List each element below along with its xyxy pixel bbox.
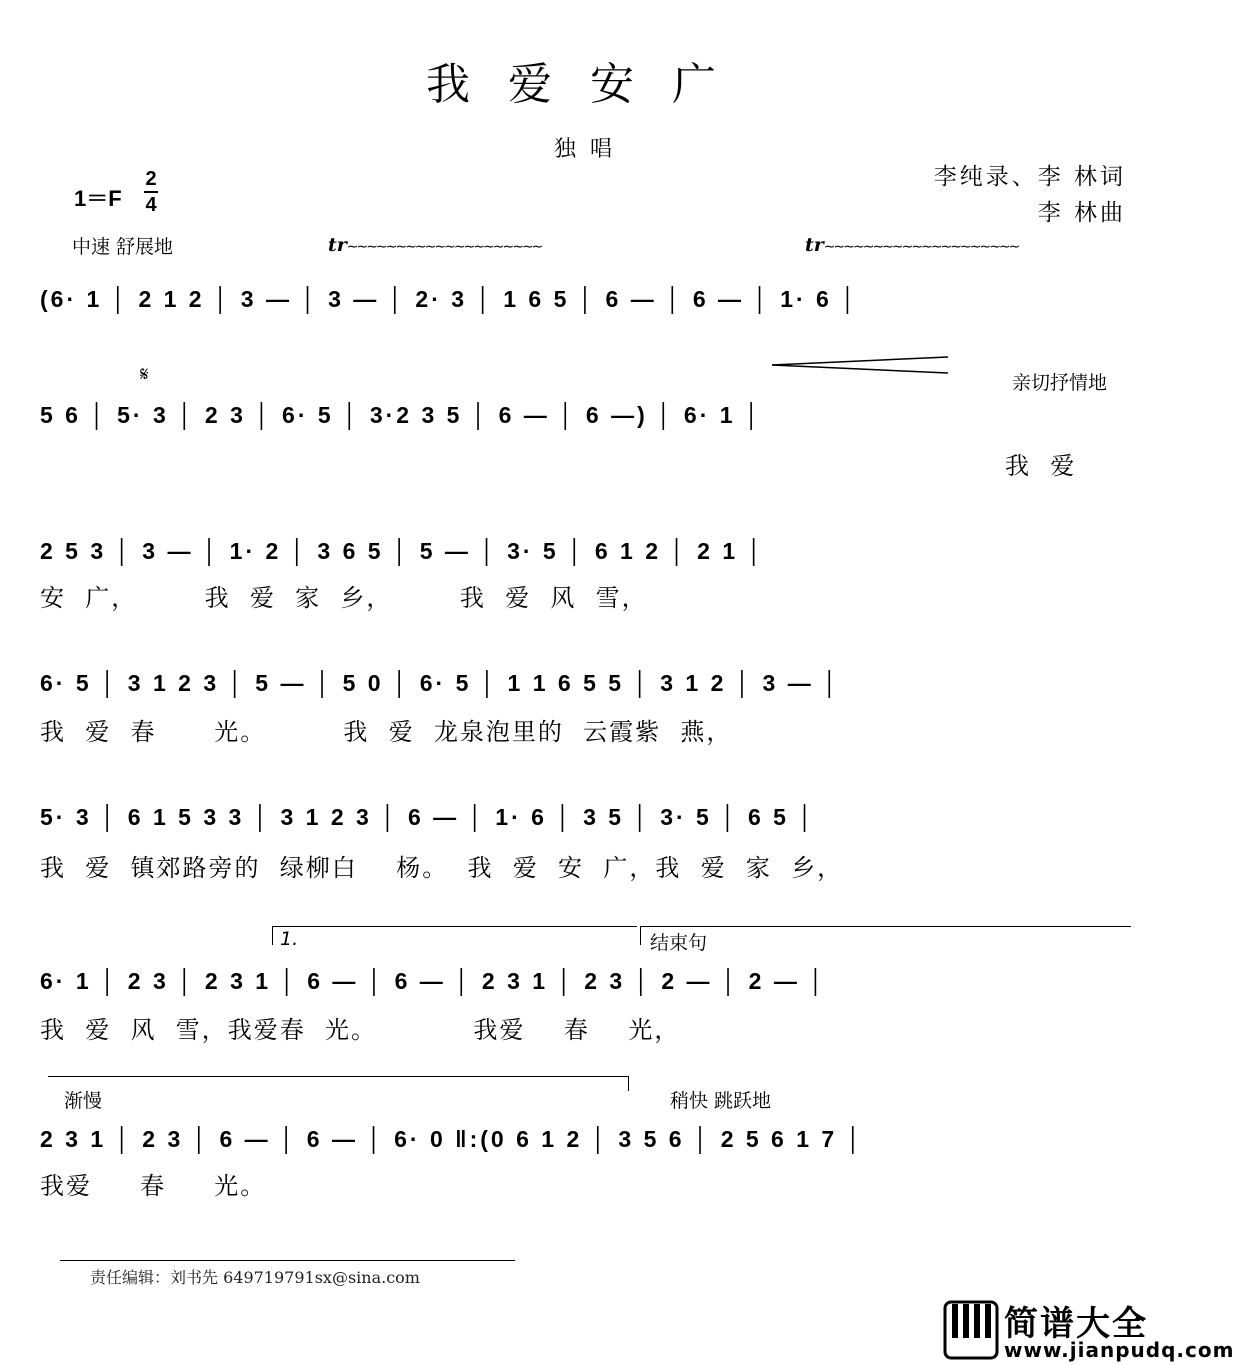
piano-keys-icon <box>944 1298 1000 1360</box>
lyrics-line-3: 安 广， 我 爱 家 乡， 我 爱 风 雪， <box>40 584 648 612</box>
ritard-bracket <box>48 1076 629 1091</box>
ritard-label: 渐慢 <box>64 1090 103 1112</box>
volta-bracket-1 <box>272 926 637 945</box>
time-divider <box>144 191 158 193</box>
ending-phrase-label: 结束句 <box>650 932 708 954</box>
trill-mark-2 <box>805 234 1018 256</box>
time-signature <box>144 168 158 216</box>
footer-divider <box>60 1260 515 1261</box>
trill-wave-icon: ∼∼∼∼∼∼∼∼∼∼∼∼∼∼∼∼∼∼∼∼ <box>823 239 1019 255</box>
segno-icon: 𝄋 <box>140 362 149 386</box>
notes-line-4: 6· 5 │ 3 1 2 3 │ 5 — │ 5 0 │ 6· 5 │ 1 1 6 5 5 │ 3 1 2 │ 3 — │ <box>40 670 841 696</box>
notation-line-3 <box>40 538 1140 578</box>
notes-line-7: 2 3 1 │ 2 3 │ 6 — │ 6 — │ 6· 0 ‖:(0 6 1 2 │ 3 5 6 │ 2 5 6 1 7 │ <box>40 1126 864 1152</box>
notes-line-2: 5 6 │ 5· 3 │ 2 3 │ 6· 5 │ 3·2 3 5 │ 6 — │ 6 —) │ 6· 1 │ <box>40 402 763 428</box>
trill-text: tr <box>805 234 824 256</box>
notes-line-3: 2 5 3 │ 3 — │ 1· 2 │ 3 6 5 │ 5 — │ 3· 5 │ 6 1 2 │ 2 1 │ <box>40 538 765 564</box>
notation-line-6 <box>40 968 1140 1008</box>
time-top: 2 <box>145 168 157 190</box>
lyrics-line-4: 我 爱 春 光。 我 爱 龙泉泡里的 云霞紫 燕， <box>40 718 733 746</box>
key-signature: 1＝F <box>74 186 122 211</box>
lyrics-line-2: 我 爱 <box>1005 452 1077 480</box>
volta-1-label: 1. <box>280 928 299 950</box>
watermark-brand <box>944 1298 1234 1362</box>
notation-line-4 <box>40 670 1140 710</box>
notation-line-2 <box>40 402 1140 442</box>
tempo-marking: 中速 舒展地 <box>72 236 174 258</box>
time-bottom: 4 <box>145 194 157 216</box>
lyrics-line-7: 我爱 春 光。 <box>40 1172 267 1200</box>
notes-line-1: (6· 1 │ 2 1 2 │ 3 — │ 3 — │ 2· 3 │ 1 6 5 │ 6 — │ 6 — │ 1· 6 │ <box>40 286 859 312</box>
notation-line-7 <box>40 1126 1140 1166</box>
score-subtitle: 独唱 <box>553 137 626 162</box>
faster-label: 稍快 跳跃地 <box>670 1090 772 1112</box>
watermark-url: www.jianpudq.com <box>1004 1338 1234 1362</box>
score-title: 我爱安广 <box>426 59 754 110</box>
trill-text: tr <box>328 234 347 256</box>
notation-line-1 <box>40 286 1140 326</box>
composer-credit: 李 林曲 <box>1037 200 1126 226</box>
notes-line-5: 5· 3 │ 6 1 5 3 3 │ 3 1 2 3 │ 6 — │ 1· 6 │ 3 5 │ 3· 5 │ 6 5 │ <box>40 804 816 830</box>
lyrics-line-6: 我 爱 风 雪，我爱春 光。 我爱 春 光， <box>40 1016 681 1044</box>
lyrics-line-5: 我 爱 镇郊路旁的 绿柳白 杨。 我 爱 安 广，我 爱 家 乡， <box>40 854 844 882</box>
notation-line-5 <box>40 804 1140 844</box>
trill-mark-1 <box>328 234 541 256</box>
watermark-name: 简谱大全 <box>1004 1304 1148 1344</box>
editor-credit: 责任编辑：刘书先 649719791sx@sina.com <box>90 1268 420 1287</box>
expression-intimate: 亲切抒情地 <box>1012 372 1108 394</box>
decrescendo-icon <box>772 354 952 376</box>
lyricist-credit: 李纯录、李 林词 <box>933 164 1126 190</box>
volta-bracket-ending <box>640 926 1131 945</box>
notes-line-6: 6· 1 │ 2 3 │ 2 3 1 │ 6 — │ 6 — │ 2 3 1 │ 2 3 │ 2 — │ 2 — │ <box>40 968 827 994</box>
trill-wave-icon: ∼∼∼∼∼∼∼∼∼∼∼∼∼∼∼∼∼∼∼∼ <box>346 239 542 255</box>
